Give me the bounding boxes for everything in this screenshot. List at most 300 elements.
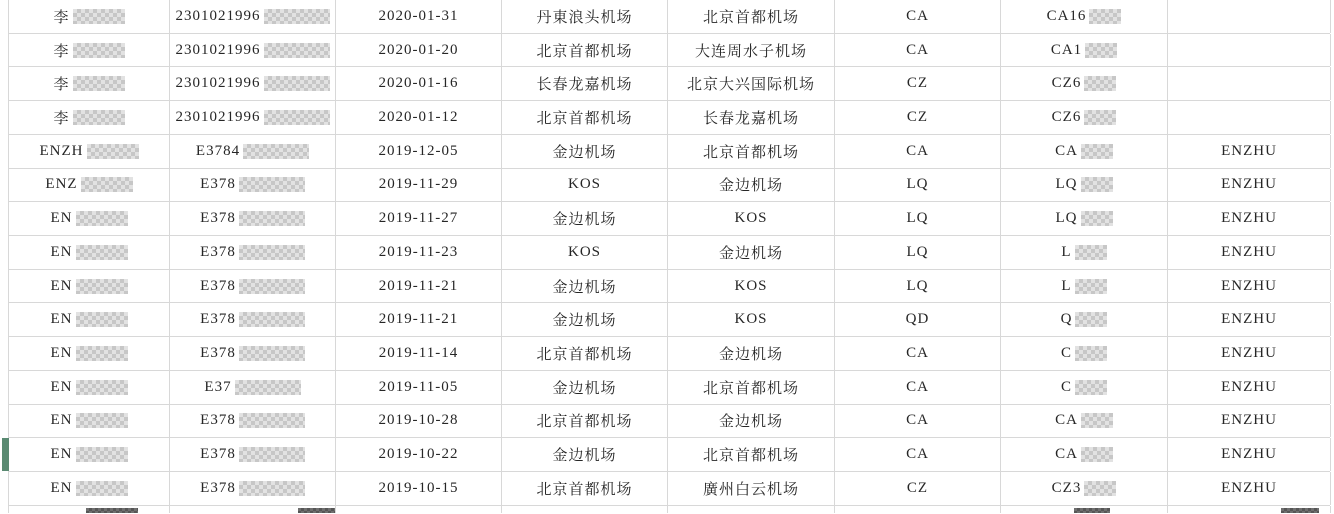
cell-destination-airport[interactable]: [668, 438, 835, 471]
cell-name[interactable]: [9, 34, 170, 67]
passenger-code-text: ENZHU: [1221, 277, 1277, 294]
cell-airline-code[interactable]: [835, 236, 1001, 269]
cell-flight-number[interactable]: [1001, 371, 1168, 404]
cell-id-number[interactable]: [170, 303, 336, 336]
name-text: 李: [53, 9, 70, 26]
table-row[interactable]: [9, 67, 1330, 101]
redaction-mosaic: [1081, 144, 1113, 159]
cell-airline-code[interactable]: [835, 405, 1001, 438]
flight-number-text: Q: [1060, 311, 1073, 328]
cell-airline-code[interactable]: [835, 270, 1001, 303]
id-number-text: E378: [200, 479, 236, 496]
cell-destination-airport[interactable]: [668, 135, 835, 168]
passenger-code-text: ENZHU: [1221, 210, 1277, 227]
destination-airport-text: 金边机场: [718, 245, 783, 262]
id-number-text: 2301021996: [175, 109, 261, 126]
redaction-mosaic: [1081, 413, 1113, 428]
redaction-mosaic: [239, 211, 305, 226]
redaction-mosaic: [239, 177, 305, 192]
date-text: 2019-11-21: [378, 311, 459, 328]
date-text: 2019-11-29: [378, 176, 459, 193]
cell-airline-code[interactable]: [835, 34, 1001, 67]
spreadsheet-grid: [8, 0, 1330, 513]
redaction-mosaic: [1084, 481, 1116, 496]
table-row[interactable]: [9, 135, 1330, 169]
redaction-mosaic: [239, 481, 305, 496]
cell-name[interactable]: [9, 202, 170, 235]
cell-passenger-code[interactable]: [1168, 169, 1331, 202]
cell-id-number[interactable]: [170, 34, 336, 67]
airline-code-text: CA: [906, 7, 929, 24]
destination-airport-text: 北京首都机场: [702, 380, 799, 397]
origin-airport-text: 金边机场: [552, 279, 617, 296]
cell-name[interactable]: [9, 371, 170, 404]
redaction-mosaic: [239, 279, 305, 294]
airline-code-text: LQ: [906, 243, 929, 260]
cell-airline-code[interactable]: [835, 472, 1001, 505]
cell-origin-airport[interactable]: [502, 67, 668, 100]
redaction-mosaic: [1074, 508, 1110, 513]
cell-name[interactable]: [9, 506, 170, 514]
cell-flight-number[interactable]: [1001, 337, 1168, 370]
origin-airport-text: 北京首都机场: [536, 414, 633, 431]
redaction-mosaic: [239, 413, 305, 428]
cell-id-number[interactable]: [170, 337, 336, 370]
id-number-text: E378: [200, 311, 236, 328]
cell-id-number[interactable]: [170, 270, 336, 303]
cell-date[interactable]: [336, 34, 502, 67]
airline-code-text: QD: [905, 311, 930, 328]
cell-airline-code[interactable]: [835, 371, 1001, 404]
redaction-mosaic: [1075, 346, 1107, 361]
cell-origin-airport[interactable]: [502, 169, 668, 202]
redaction-mosaic: [298, 508, 336, 513]
name-text: EN: [50, 311, 73, 328]
redaction-mosaic: [1281, 508, 1319, 513]
redaction-mosaic: [87, 144, 139, 159]
table-row[interactable]: [9, 236, 1330, 270]
destination-airport-text: KOS: [734, 210, 768, 227]
cell-origin-airport[interactable]: [502, 101, 668, 134]
cell-airline-code[interactable]: [835, 101, 1001, 134]
origin-airport-text: KOS: [567, 243, 601, 260]
table-row[interactable]: [9, 405, 1330, 439]
name-text: 李: [53, 77, 70, 94]
cell-destination-airport[interactable]: [668, 270, 835, 303]
cell-passenger-code[interactable]: [1168, 0, 1331, 33]
name-text: EN: [50, 446, 73, 463]
redaction-mosaic: [1081, 211, 1113, 226]
cell-id-number[interactable]: [170, 405, 336, 438]
cell-origin-airport[interactable]: [502, 135, 668, 168]
name-text: EN: [50, 277, 73, 294]
id-number-text: 2301021996: [175, 7, 261, 24]
redaction-mosaic: [1089, 9, 1121, 24]
cell-destination-airport[interactable]: [668, 169, 835, 202]
cell-flight-number[interactable]: [1001, 506, 1168, 514]
redaction-mosaic: [86, 508, 138, 513]
flight-number-text: CA: [1055, 412, 1078, 429]
cell-airline-code[interactable]: [835, 303, 1001, 336]
cell-origin-airport[interactable]: [502, 303, 668, 336]
cell-flight-number[interactable]: [1001, 236, 1168, 269]
origin-airport-text: 金边机场: [552, 380, 617, 397]
cell-passenger-code[interactable]: [1168, 506, 1331, 514]
destination-airport-text: 北京首都机场: [702, 9, 799, 26]
id-number-text: E3784: [195, 142, 241, 159]
redaction-mosaic: [239, 346, 305, 361]
cell-destination-airport[interactable]: [668, 337, 835, 370]
destination-airport-text: 廣州白云机场: [702, 481, 799, 498]
passenger-code-text: ENZHU: [1221, 378, 1277, 395]
redaction-mosaic: [76, 245, 128, 260]
cell-destination-airport[interactable]: [668, 0, 835, 33]
cell-date[interactable]: [336, 337, 502, 370]
date-text: 2019-10-28: [378, 412, 459, 429]
cell-passenger-code[interactable]: [1168, 34, 1331, 67]
airline-code-text: CA: [906, 142, 929, 159]
id-number-text: E378: [200, 446, 236, 463]
destination-airport-text: 北京首都机场: [702, 144, 799, 161]
cell-date[interactable]: [336, 472, 502, 505]
id-number-text: E378: [200, 277, 236, 294]
airline-code-text: LQ: [906, 210, 929, 227]
cell-name[interactable]: [9, 135, 170, 168]
table-row[interactable]: [9, 0, 1330, 34]
name-text: EN: [50, 210, 73, 227]
name-text: 李: [53, 43, 70, 60]
cell-flight-number[interactable]: [1001, 34, 1168, 67]
redaction-mosaic: [76, 279, 128, 294]
cell-destination-airport[interactable]: [668, 101, 835, 134]
cell-date[interactable]: [336, 0, 502, 33]
cell-name[interactable]: [9, 236, 170, 269]
destination-airport-text: KOS: [734, 277, 768, 294]
redaction-mosaic: [264, 9, 330, 24]
cell-date[interactable]: [336, 236, 502, 269]
date-text: 2019-11-14: [378, 345, 459, 362]
cell-origin-airport[interactable]: [502, 405, 668, 438]
redaction-mosaic: [81, 177, 133, 192]
cell-id-number[interactable]: [170, 202, 336, 235]
table-row[interactable]: [9, 337, 1330, 371]
redaction-mosaic: [264, 76, 330, 91]
redaction-mosaic: [73, 76, 125, 91]
table-row[interactable]: [9, 202, 1330, 236]
partial-next-row[interactable]: [9, 506, 1330, 514]
cell-name[interactable]: [9, 337, 170, 370]
cell-id-number[interactable]: [170, 135, 336, 168]
redaction-mosaic: [264, 43, 330, 58]
cell-destination-airport[interactable]: [668, 202, 835, 235]
origin-airport-text: 北京首都机场: [536, 43, 633, 60]
cell-date[interactable]: [336, 270, 502, 303]
flight-number-text: CZ6: [1051, 75, 1082, 92]
redaction-mosaic: [1075, 279, 1107, 294]
destination-airport-text: 金边机场: [718, 414, 783, 431]
cell-name[interactable]: [9, 101, 170, 134]
cell-date[interactable]: [336, 405, 502, 438]
cell-airline-code[interactable]: [835, 67, 1001, 100]
redaction-mosaic: [76, 312, 128, 327]
cell-flight-number[interactable]: [1001, 270, 1168, 303]
cell-passenger-code[interactable]: [1168, 236, 1331, 269]
flight-number-text: C: [1060, 378, 1072, 395]
origin-airport-text: 北京首都机场: [536, 347, 633, 364]
origin-airport-text: 丹東浪头机场: [536, 9, 633, 26]
cell-flight-number[interactable]: [1001, 438, 1168, 471]
cell-airline-code[interactable]: [835, 0, 1001, 33]
cell-passenger-code[interactable]: [1168, 472, 1331, 505]
redaction-mosaic: [239, 245, 305, 260]
passenger-code-text: ENZHU: [1221, 412, 1277, 429]
row-selection-marker: [2, 438, 9, 471]
cell-id-number[interactable]: [170, 101, 336, 134]
cell-airline-code[interactable]: [835, 438, 1001, 471]
cell-airline-code[interactable]: [835, 169, 1001, 202]
date-text: 2020-01-12: [378, 109, 459, 126]
cell-origin-airport[interactable]: [502, 0, 668, 33]
origin-airport-text: 北京首都机场: [536, 111, 633, 128]
name-text: EN: [50, 243, 73, 260]
cell-airline-code[interactable]: [835, 506, 1001, 514]
redaction-mosaic: [1075, 245, 1107, 260]
destination-airport-text: 长春龙嘉机场: [702, 111, 799, 128]
table-row[interactable]: [9, 438, 1330, 472]
date-text: 2020-01-20: [378, 41, 459, 58]
cell-origin-airport[interactable]: [502, 438, 668, 471]
origin-airport-text: 长春龙嘉机场: [536, 77, 633, 94]
cell-date[interactable]: [336, 371, 502, 404]
passenger-code-text: ENZHU: [1221, 345, 1277, 362]
airline-code-text: CA: [906, 412, 929, 429]
cell-destination-airport[interactable]: [668, 405, 835, 438]
destination-airport-text: 金边机场: [718, 178, 783, 195]
name-text: EN: [50, 479, 73, 496]
cell-passenger-code[interactable]: [1168, 405, 1331, 438]
cell-passenger-code[interactable]: [1168, 135, 1331, 168]
cell-flight-number[interactable]: [1001, 67, 1168, 100]
redaction-mosaic: [239, 312, 305, 327]
cell-destination-airport[interactable]: [668, 371, 835, 404]
cell-date[interactable]: [336, 135, 502, 168]
cell-id-number[interactable]: [170, 236, 336, 269]
date-text: 2019-11-23: [378, 243, 459, 260]
redaction-mosaic: [76, 481, 128, 496]
redaction-mosaic: [73, 9, 125, 24]
id-number-text: 2301021996: [175, 41, 261, 58]
cell-date[interactable]: [336, 506, 502, 514]
passenger-code-text: ENZHU: [1221, 479, 1277, 496]
redaction-mosaic: [235, 380, 301, 395]
cell-flight-number[interactable]: [1001, 0, 1168, 33]
name-text: ENZ: [45, 176, 78, 193]
cell-name[interactable]: [9, 270, 170, 303]
cell-name[interactable]: [9, 405, 170, 438]
cell-passenger-code[interactable]: [1168, 337, 1331, 370]
flight-number-text: CZ6: [1051, 109, 1082, 126]
cell-date[interactable]: [336, 438, 502, 471]
passenger-code-text: ENZHU: [1221, 176, 1277, 193]
flight-number-text: C: [1060, 345, 1072, 362]
cell-date[interactable]: [336, 67, 502, 100]
name-text: EN: [50, 345, 73, 362]
cell-flight-number[interactable]: [1001, 101, 1168, 134]
cell-passenger-code[interactable]: [1168, 438, 1331, 471]
table-row[interactable]: [9, 34, 1330, 68]
cell-origin-airport[interactable]: [502, 236, 668, 269]
destination-airport-text: 北京大兴国际机场: [686, 77, 815, 94]
table-body: [9, 0, 1330, 506]
cell-id-number[interactable]: [170, 371, 336, 404]
date-text: 2019-10-15: [378, 479, 459, 496]
cell-flight-number[interactable]: [1001, 405, 1168, 438]
cell-origin-airport[interactable]: [502, 202, 668, 235]
redaction-mosaic: [76, 447, 128, 462]
cell-id-number[interactable]: [170, 67, 336, 100]
cell-passenger-code[interactable]: [1168, 202, 1331, 235]
id-number-text: E378: [200, 176, 236, 193]
redaction-mosaic: [1085, 43, 1117, 58]
name-text: EN: [50, 378, 73, 395]
redaction-mosaic: [1081, 447, 1113, 462]
table-row[interactable]: [9, 371, 1330, 405]
id-number-text: E37: [204, 378, 232, 395]
cell-airline-code[interactable]: [835, 202, 1001, 235]
cell-flight-number[interactable]: [1001, 202, 1168, 235]
cell-destination-airport[interactable]: [668, 67, 835, 100]
cell-passenger-code[interactable]: [1168, 270, 1331, 303]
cell-origin-airport[interactable]: [502, 270, 668, 303]
flight-number-text: L: [1061, 243, 1072, 260]
cell-passenger-code[interactable]: [1168, 67, 1331, 100]
cell-date[interactable]: [336, 303, 502, 336]
cell-name[interactable]: [9, 472, 170, 505]
airline-code-text: CZ: [906, 109, 929, 126]
redaction-mosaic: [1075, 312, 1107, 327]
redaction-mosaic: [1084, 76, 1116, 91]
cell-id-number[interactable]: [170, 472, 336, 505]
cell-destination-airport[interactable]: [668, 34, 835, 67]
id-number-text: E378: [200, 210, 236, 227]
origin-airport-text: KOS: [567, 176, 601, 193]
cell-origin-airport[interactable]: [502, 506, 668, 514]
redaction-mosaic: [1081, 177, 1113, 192]
flight-number-text: CA: [1055, 446, 1078, 463]
flight-number-text: CZ3: [1051, 479, 1082, 496]
cell-destination-airport[interactable]: [668, 303, 835, 336]
date-text: 2019-10-22: [378, 446, 459, 463]
redaction-mosaic: [73, 43, 125, 58]
cell-destination-airport[interactable]: [668, 506, 835, 514]
name-text: 李: [53, 111, 70, 128]
cell-origin-airport[interactable]: [502, 472, 668, 505]
cell-flight-number[interactable]: [1001, 472, 1168, 505]
cell-passenger-code[interactable]: [1168, 101, 1331, 134]
flight-number-text: CA: [1055, 142, 1078, 159]
cell-name[interactable]: [9, 303, 170, 336]
cell-airline-code[interactable]: [835, 337, 1001, 370]
redaction-mosaic: [73, 110, 125, 125]
table-row[interactable]: [9, 303, 1330, 337]
name-text: EN: [50, 412, 73, 429]
airline-code-text: CA: [906, 378, 929, 395]
id-number-text: 2301021996: [175, 75, 261, 92]
flight-number-text: LQ: [1055, 210, 1078, 227]
destination-airport-text: 大连周水子机场: [694, 43, 807, 60]
table-row[interactable]: [9, 472, 1330, 506]
cell-id-number[interactable]: [170, 0, 336, 33]
cell-date[interactable]: [336, 101, 502, 134]
destination-airport-text: 北京首都机场: [702, 448, 799, 465]
redaction-mosaic: [243, 144, 309, 159]
flight-number-text: LQ: [1055, 176, 1078, 193]
cell-name[interactable]: [9, 67, 170, 100]
cell-name[interactable]: [9, 169, 170, 202]
cell-id-number[interactable]: [170, 169, 336, 202]
passenger-code-text: ENZHU: [1221, 243, 1277, 260]
flight-number-text: CA1: [1050, 41, 1083, 58]
date-text: 2020-01-31: [378, 7, 459, 24]
airline-code-text: CA: [906, 345, 929, 362]
origin-airport-text: 金边机场: [552, 144, 617, 161]
origin-airport-text: 北京首都机场: [536, 481, 633, 498]
airline-code-text: CZ: [906, 479, 929, 496]
redaction-mosaic: [1084, 110, 1116, 125]
passenger-code-text: ENZHU: [1221, 142, 1277, 159]
redaction-mosaic: [76, 211, 128, 226]
cell-origin-airport[interactable]: [502, 371, 668, 404]
date-text: 2019-11-05: [378, 378, 459, 395]
name-text: ENZH: [39, 142, 84, 159]
cell-flight-number[interactable]: [1001, 135, 1168, 168]
origin-airport-text: 金边机场: [552, 212, 617, 229]
cell-date[interactable]: [336, 202, 502, 235]
redaction-mosaic: [239, 447, 305, 462]
table-row[interactable]: [9, 270, 1330, 304]
id-number-text: E378: [200, 345, 236, 362]
cell-passenger-code[interactable]: [1168, 371, 1331, 404]
table-row[interactable]: [9, 169, 1330, 203]
cell-airline-code[interactable]: [835, 135, 1001, 168]
redaction-mosaic: [1075, 380, 1107, 395]
cell-id-number[interactable]: [170, 438, 336, 471]
flight-number-text: L: [1061, 277, 1072, 294]
cell-id-number[interactable]: [170, 506, 336, 514]
passenger-code-text: ENZHU: [1221, 311, 1277, 328]
cell-date[interactable]: [336, 169, 502, 202]
redaction-mosaic: [76, 413, 128, 428]
airline-code-text: LQ: [906, 277, 929, 294]
cell-flight-number[interactable]: [1001, 303, 1168, 336]
airline-code-text: LQ: [906, 176, 929, 193]
cell-name[interactable]: [9, 438, 170, 471]
airline-code-text: CA: [906, 446, 929, 463]
cell-passenger-code[interactable]: [1168, 303, 1331, 336]
cell-origin-airport[interactable]: [502, 337, 668, 370]
table-row[interactable]: [9, 101, 1330, 135]
cell-destination-airport[interactable]: [668, 472, 835, 505]
cell-origin-airport[interactable]: [502, 34, 668, 67]
cell-name[interactable]: [9, 0, 170, 33]
cell-destination-airport[interactable]: [668, 236, 835, 269]
date-text: 2020-01-16: [378, 75, 459, 92]
cell-flight-number[interactable]: [1001, 169, 1168, 202]
airline-code-text: CA: [906, 41, 929, 58]
passenger-code-text: ENZHU: [1221, 446, 1277, 463]
date-text: 2019-12-05: [378, 142, 459, 159]
flight-number-text: CA16: [1046, 7, 1087, 24]
